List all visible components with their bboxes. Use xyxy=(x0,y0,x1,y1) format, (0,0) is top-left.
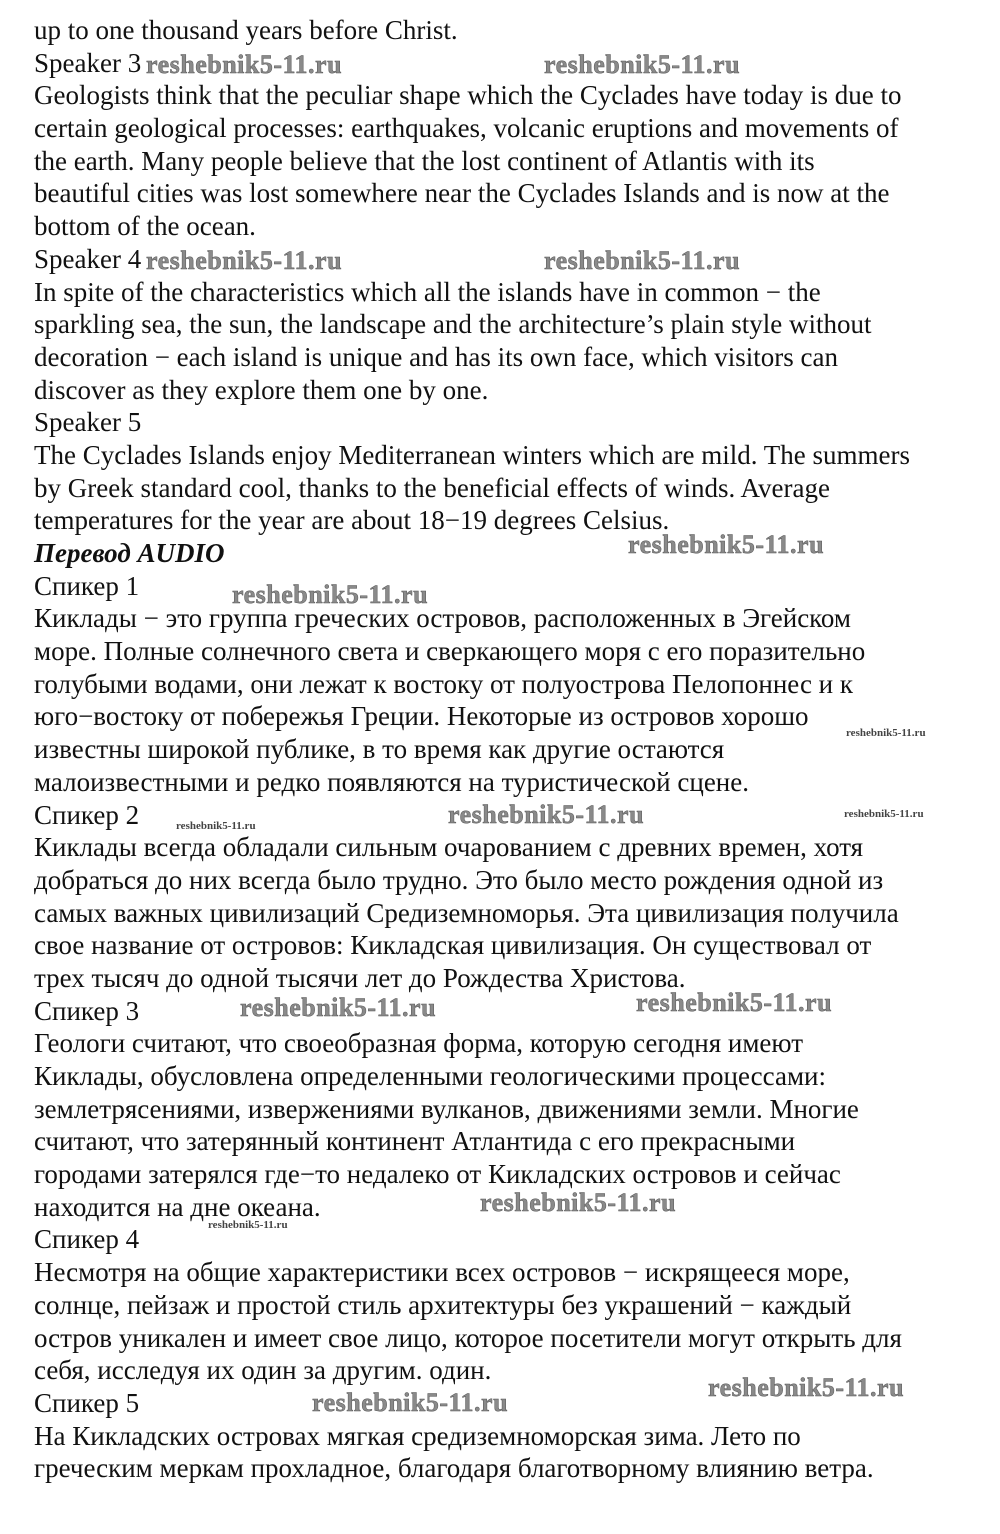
text-line: Киклады, обусловлена определенными геологическими процессами: xyxy=(34,1061,826,1091)
text-line: temperatures for the year are about 18−19 degrees Celsius. xyxy=(34,505,670,536)
text-line: sparkling sea, the sun, the landscape and the architecture’s plain style without xyxy=(34,309,872,340)
text-line: by Greek standard cool, thanks to the beneficial effects of winds. Average xyxy=(34,472,830,503)
text-line: трех тысяч до одной тысячи лет до Рождества Христова. xyxy=(34,962,686,993)
text-line: остров уникален и имеет свое лицо, которое посетители могут открыть для xyxy=(34,1322,902,1353)
text-line: свое название от островов: Кикладская цивилизация. Он существовал от xyxy=(34,930,872,961)
speaker-label: Speaker 5 xyxy=(34,407,142,438)
speaker-label: Спикер 4 xyxy=(34,1224,140,1255)
watermark: reshebnik5-11.ru xyxy=(176,820,256,832)
watermark: reshebnik5-11.ru xyxy=(844,808,924,820)
text-line: decoration − each island is unique and has its own face, which visitors can xyxy=(34,341,839,372)
text-line: море. Полные солнечного света и сверкающего моря с его поразительно xyxy=(34,636,866,667)
text-line: На Кикладских островах мягкая средиземноморская зима. Лето по xyxy=(34,1420,801,1451)
text-line: самых важных цивилизаций Средиземноморья. Эта цивилизация получила xyxy=(34,897,899,928)
text-line: beautiful cities was lost somewhere near the Cyclades Islands and is now at the xyxy=(34,178,890,209)
text-line: себя, исследуя их один за другим. один. xyxy=(34,1355,492,1386)
speaker-label: Speaker 4 xyxy=(34,243,142,274)
watermark: reshebnik5-11.ru xyxy=(312,1388,509,1417)
text-line: находится на дне океана. xyxy=(34,1191,321,1222)
watermark: reshebnik5-11.ru xyxy=(240,993,437,1022)
text-line: голубыми водами, они лежат к востоку от полуострова Пелопоннес и к xyxy=(34,668,853,699)
text-line: считают, что затерянный континент Атлантида с его прекрасными xyxy=(34,1126,796,1157)
watermark: reshebnik5-11.ru xyxy=(544,246,741,275)
document-body xyxy=(34,14,984,1485)
text-line: Киклады − это группа греческих островов, расположенных в Эгейском xyxy=(34,603,852,634)
text-line: землетрясениями, извержениями вулканов, движениями земли. Многие xyxy=(34,1093,859,1124)
text-line: малоизвестными и редко появляются на туристической сцене. xyxy=(34,766,749,797)
watermark: reshebnik5-11.ru xyxy=(448,800,645,829)
text-line: добраться до них всегда было трудно. Это было место рождения одной из xyxy=(34,864,884,895)
watermark: reshebnik5-11.ru xyxy=(480,1188,677,1217)
speaker-label: Спикер 5 xyxy=(34,1387,140,1418)
text-line: юго−востоку от побережья Греции. Некоторые из островов хорошо xyxy=(34,701,809,732)
watermark: reshebnik5-11.ru xyxy=(628,530,825,559)
text-line: Киклады всегда обладали сильным очарованием с древних времен, хотя xyxy=(34,832,864,863)
text-line: certain geological processes: earthquakes, volcanic eruptions and movements of xyxy=(34,113,899,144)
text-line: известны широкой публике, в то время как другие остаются xyxy=(34,734,725,765)
text-line: In spite of the characteristics which all the islands have in common − the xyxy=(34,276,821,307)
text-line: discover as they explore them one by one. xyxy=(34,374,489,405)
watermark: reshebnik5-11.ru xyxy=(544,50,741,79)
watermark: reshebnik5-11.ru xyxy=(208,1219,288,1231)
speaker-label: Speaker 3 xyxy=(34,47,142,78)
watermark: reshebnik5-11.ru xyxy=(146,50,343,79)
text-line: bottom of the ocean. xyxy=(34,211,256,242)
text-line: The Cyclades Islands enjoy Mediterranean winters which are mild. The summers xyxy=(34,439,910,470)
watermark: reshebnik5-11.ru xyxy=(146,246,343,275)
speaker-label: Спикер 3 xyxy=(34,995,140,1026)
text-line: городами затерялся где−то недалеко от Кикладских островов и сейчас xyxy=(34,1159,841,1190)
text-line: Геологи считают, что своеобразная форма, которую сегодня имеют xyxy=(34,1028,803,1059)
watermark: reshebnik5-11.ru xyxy=(846,727,926,739)
text-line: the earth. Many people believe that the lost continent of Atlantis with its xyxy=(34,145,815,176)
watermark: reshebnik5-11.ru xyxy=(232,580,429,609)
text-line: греческим меркам прохладное, благодаря благотворному влиянию ветра. xyxy=(34,1453,874,1484)
text-line: up to one thousand years before Christ. xyxy=(34,15,458,45)
text-line: Geologists think that the peculiar shape which the Cyclades have today is due to xyxy=(34,80,902,111)
speaker-label: Спикер 2 xyxy=(34,799,140,830)
text-line: солнце, пейзаж и простой стиль архитектуры без украшений − каждый xyxy=(34,1289,852,1320)
speaker-label: Спикер 1 xyxy=(34,570,140,601)
watermark: reshebnik5-11.ru xyxy=(708,1373,905,1402)
watermark: reshebnik5-11.ru xyxy=(636,988,833,1017)
text-line: Несмотря на общие характеристики всех островов − искрящееся море, xyxy=(34,1257,850,1288)
section-heading: Перевод AUDIO xyxy=(34,538,225,568)
